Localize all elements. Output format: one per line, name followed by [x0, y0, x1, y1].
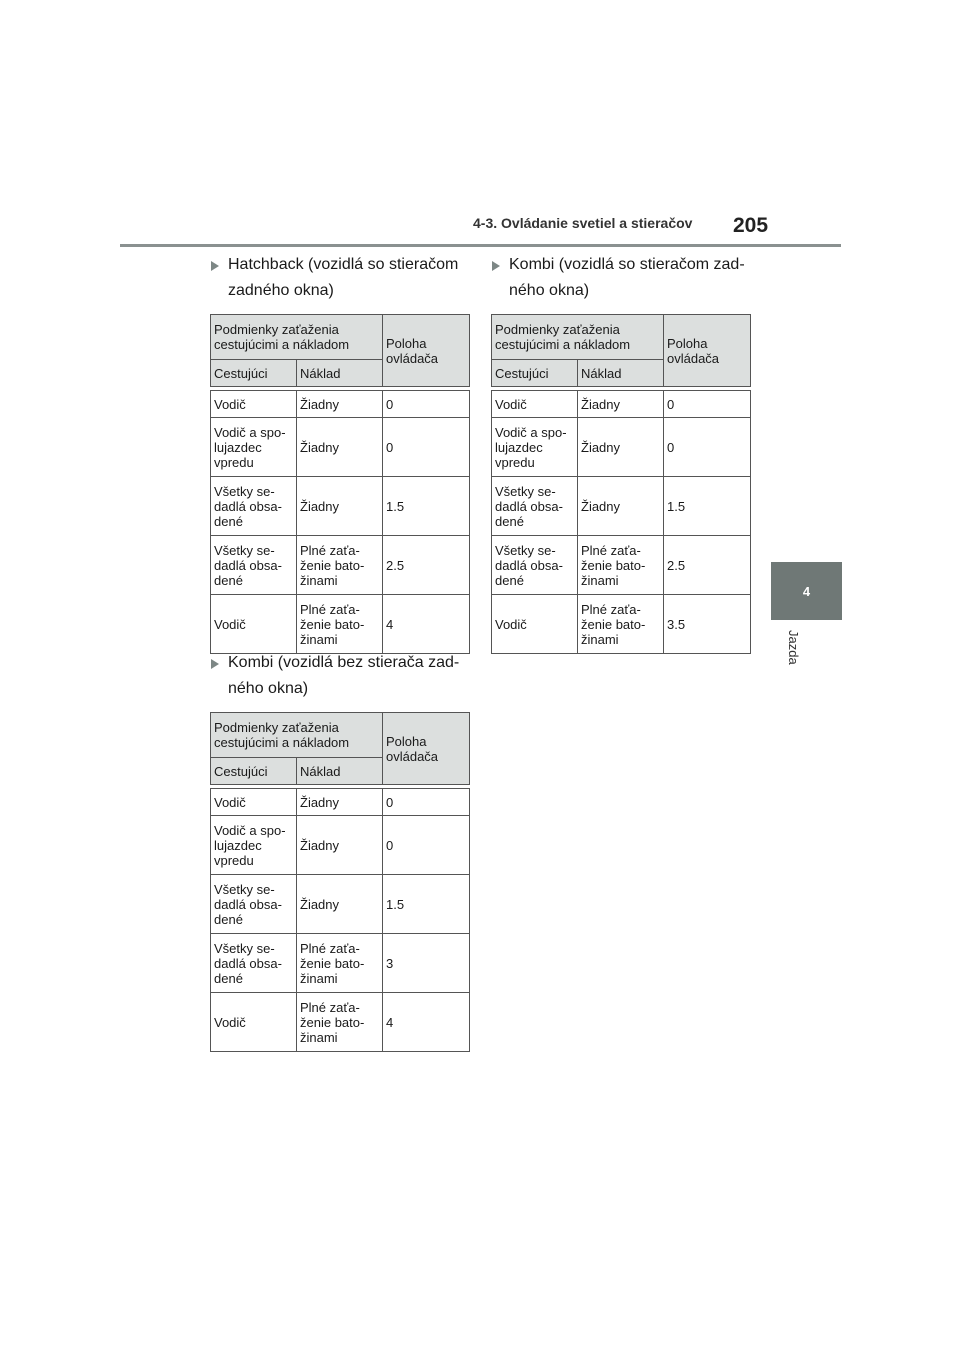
- cell-passengers: Vodič: [211, 993, 297, 1052]
- cell-position: 0: [383, 391, 470, 418]
- cell-cargo: Žiadny: [297, 418, 383, 477]
- cell-cargo: Plné zaťa- ženie bato- žinami: [297, 993, 383, 1052]
- cell-position: 0: [664, 391, 751, 418]
- cell-passengers: Vodič: [492, 391, 578, 418]
- section-heading: [210, 252, 470, 304]
- table-row: [211, 816, 470, 875]
- page-number: 205: [733, 214, 769, 237]
- cell-position: 1.5: [383, 477, 470, 536]
- cell-cargo: Žiadny: [297, 391, 383, 418]
- header-cargo: Náklad: [297, 360, 383, 387]
- wiper-position-table: [210, 712, 470, 1052]
- header-conditions: Podmienky zaťaženia cestujúcimi a nákladom: [492, 315, 664, 360]
- cell-cargo: Žiadny: [297, 477, 383, 536]
- wiper-position-table: [210, 314, 470, 654]
- cell-cargo: Žiadny: [578, 418, 664, 477]
- cell-cargo: Plné zaťa- ženie bato- žinami: [578, 595, 664, 654]
- chapter-tab: [771, 562, 842, 620]
- section-heading-text: Kombi (vozidlá bez stierača zad-ného okna): [228, 654, 460, 697]
- section-hatchback: [210, 252, 470, 654]
- cell-position: 2.5: [664, 536, 751, 595]
- cell-position: 2.5: [383, 536, 470, 595]
- cell-passengers: Vodič a spo- lujazdec vpredu: [211, 816, 297, 875]
- header-conditions: Podmienky zaťaženia cestujúcimi a nákladom: [211, 713, 383, 758]
- cell-passengers: Všetky se- dadlá obsa- dené: [211, 536, 297, 595]
- chapter-number: 4: [802, 583, 811, 599]
- header-divider: [120, 244, 841, 247]
- section-heading-text: Kombi (vozidlá so stieračom zad-ného okna): [509, 256, 745, 299]
- header-passengers: Cestujúci: [492, 360, 578, 387]
- chapter-label: Jazda: [786, 630, 801, 665]
- cell-position: 0: [383, 789, 470, 816]
- cell-position: 0: [383, 418, 470, 477]
- cell-passengers: Všetky se- dadlá obsa- dené: [211, 477, 297, 536]
- cell-position: 1.5: [383, 875, 470, 934]
- cell-cargo: Žiadny: [297, 789, 383, 816]
- cell-passengers: Vodič: [492, 595, 578, 654]
- cell-cargo: Plné zaťa- ženie bato- žinami: [297, 934, 383, 993]
- header-cargo: Náklad: [297, 758, 383, 785]
- table-row: [211, 391, 470, 418]
- table-row: [211, 875, 470, 934]
- table-row: [211, 993, 470, 1052]
- cell-position: 0: [664, 418, 751, 477]
- section-heading-text: Hatchback (vozidlá so stieračom zadného okna): [228, 256, 459, 299]
- cell-passengers: Vodič a spo- lujazdec vpredu: [211, 418, 297, 477]
- table-row: [211, 789, 470, 816]
- header-position: Poloha ovládača: [664, 315, 751, 387]
- table-row: [492, 391, 751, 418]
- cell-passengers: Vodič: [211, 595, 297, 654]
- cell-passengers: Všetky se- dadlá obsa- dené: [492, 477, 578, 536]
- header-position: Poloha ovládača: [383, 315, 470, 387]
- cell-passengers: Vodič a spo- lujazdec vpredu: [492, 418, 578, 477]
- cell-cargo: Plné zaťa- ženie bato- žinami: [578, 536, 664, 595]
- table-row: [492, 477, 751, 536]
- table-row: [211, 418, 470, 477]
- header-passengers: Cestujúci: [211, 758, 297, 785]
- cell-cargo: Plné zaťa- ženie bato- žinami: [297, 595, 383, 654]
- section-kombi-rear-wiper: [491, 252, 751, 654]
- table-row: [211, 477, 470, 536]
- header-conditions: Podmienky zaťaženia cestujúcimi a nákladom: [211, 315, 383, 360]
- cell-position: 4: [383, 993, 470, 1052]
- cell-passengers: Vodič: [211, 391, 297, 418]
- cell-cargo: Plné zaťa- ženie bato- žinami: [297, 536, 383, 595]
- cell-passengers: Všetky se- dadlá obsa- dené: [211, 934, 297, 993]
- section-heading: [210, 650, 470, 702]
- cell-cargo: Žiadny: [297, 875, 383, 934]
- cell-cargo: Žiadny: [578, 477, 664, 536]
- triangle-bullet-icon: [211, 659, 219, 669]
- table-row: [492, 595, 751, 654]
- cell-position: 3.5: [664, 595, 751, 654]
- header-cargo: Náklad: [578, 360, 664, 387]
- cell-cargo: Žiadny: [578, 391, 664, 418]
- triangle-bullet-icon: [211, 261, 219, 271]
- table-header-row: [492, 315, 751, 360]
- table-row: [211, 536, 470, 595]
- wiper-position-table: [491, 314, 751, 654]
- header-passengers: Cestujúci: [211, 360, 297, 387]
- table-row: [492, 418, 751, 477]
- cell-passengers: Všetky se- dadlá obsa- dené: [211, 875, 297, 934]
- table-row: [492, 536, 751, 595]
- cell-cargo: Žiadny: [297, 816, 383, 875]
- table-row: [211, 595, 470, 654]
- cell-position: 1.5: [664, 477, 751, 536]
- cell-position: 4: [383, 595, 470, 654]
- cell-passengers: Všetky se- dadlá obsa- dené: [492, 536, 578, 595]
- section-heading: [491, 252, 751, 304]
- section-kombi-no-rear-wiper: [210, 650, 470, 1052]
- table-header-row: [211, 315, 470, 360]
- cell-position: 3: [383, 934, 470, 993]
- section-title: 4-3. Ovládanie svetiel a stieračov: [473, 215, 693, 231]
- cell-passengers: Vodič: [211, 789, 297, 816]
- table-row: [211, 934, 470, 993]
- header-position: Poloha ovládača: [383, 713, 470, 785]
- triangle-bullet-icon: [492, 261, 500, 271]
- cell-position: 0: [383, 816, 470, 875]
- table-header-row: [211, 713, 470, 758]
